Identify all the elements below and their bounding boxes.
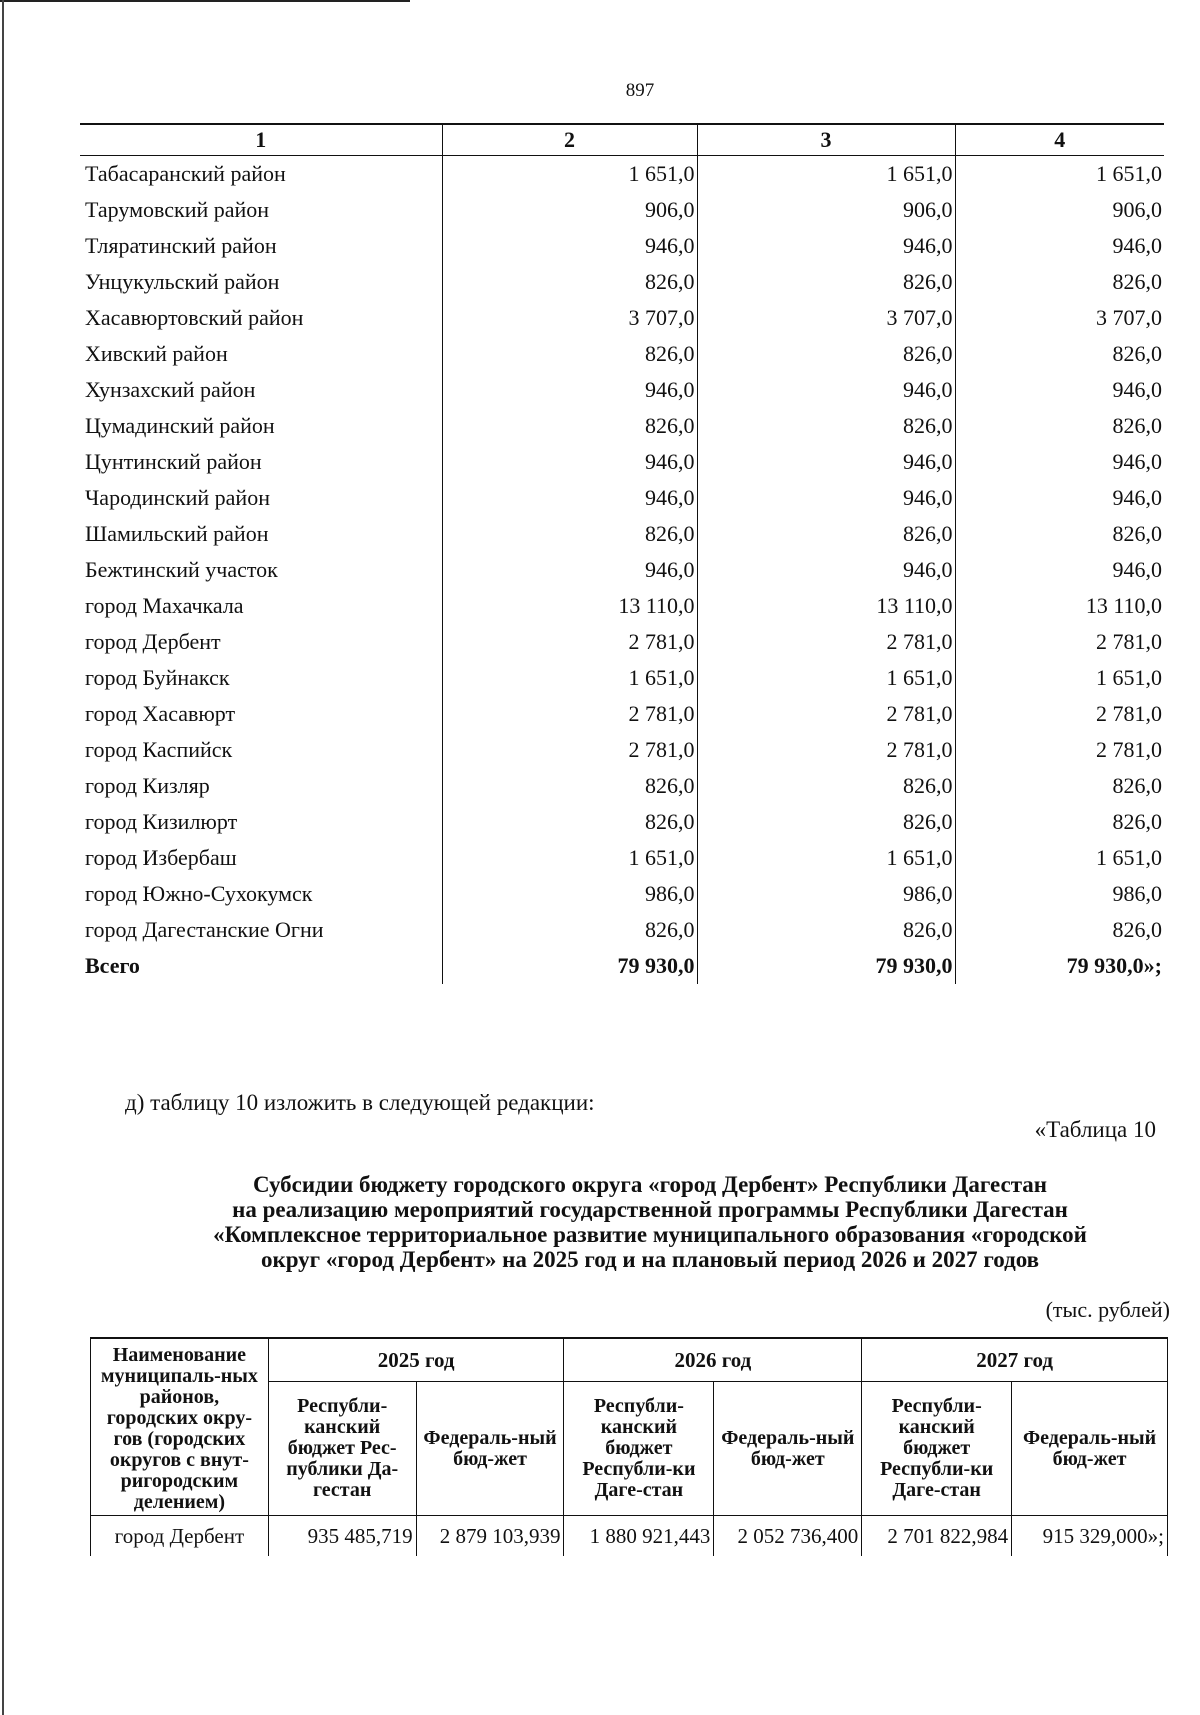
row-value: 826,0 [442, 516, 697, 552]
name-column-header: Наименование муниципаль-ных районов, городских окру-гов (городских округов с внут-ригородским делением) [91, 1338, 269, 1516]
row-value: 826,0 [955, 912, 1164, 948]
row-value: 935 485,719 [268, 1516, 416, 1557]
row-value: 946,0 [442, 228, 697, 264]
row-name: Всего [85, 953, 140, 978]
row-name: Тарумовский район [85, 197, 270, 222]
row-value: 826,0 [955, 804, 1164, 840]
row-value: 826,0 [697, 912, 955, 948]
row-value: 2 781,0 [955, 696, 1164, 732]
column-header: 1 [80, 124, 442, 156]
row-value: 906,0 [955, 192, 1164, 228]
table-row [80, 156, 1164, 193]
row-name: город Буйнакск [85, 665, 230, 690]
table-row [80, 876, 1164, 912]
row-value: 79 930,0 [697, 948, 955, 984]
row-value: 946,0 [697, 552, 955, 588]
row-value: 946,0 [697, 480, 955, 516]
row-value: 906,0 [697, 192, 955, 228]
row-name: город Махачкала [85, 593, 244, 618]
page-number: 897 [625, 80, 655, 101]
row-value: 2 052 736,400 [714, 1516, 862, 1557]
table-row [80, 912, 1164, 948]
row-value: 946,0 [442, 480, 697, 516]
row-value: 2 781,0 [442, 696, 697, 732]
row-name: Цумадинский район [85, 413, 275, 438]
row-name: город Дагестанские Огни [85, 917, 324, 942]
row-value: 1 651,0 [442, 156, 697, 193]
row-name: город Южно-Сухокумск [85, 881, 313, 906]
row-value: 2 781,0 [697, 732, 955, 768]
table-header-row [80, 124, 1164, 156]
table-row [80, 516, 1164, 552]
row-value: 3 707,0 [442, 300, 697, 336]
budget-header: Федераль-ный бюд-жет [714, 1382, 862, 1516]
row-value: 2 781,0 [697, 624, 955, 660]
table-row [80, 372, 1164, 408]
row-value: 2 879 103,939 [416, 1516, 564, 1557]
column-header: 3 [697, 124, 955, 156]
units-label: (тыс. рублей) [1045, 1297, 1170, 1322]
row-value: 1 651,0 [442, 660, 697, 696]
row-name: город Избербаш [85, 845, 237, 870]
row-value: 826,0 [697, 336, 955, 372]
row-value: 13 110,0 [442, 588, 697, 624]
row-name: Табасаранский район [85, 161, 286, 186]
row-value: 3 707,0 [697, 300, 955, 336]
title-line: Субсидии бюджету городского округа «город Дербент» Республики Дагестан [252, 1172, 1048, 1197]
row-name: город Дербент [91, 1516, 269, 1557]
table-row [80, 624, 1164, 660]
row-value: 826,0 [955, 516, 1164, 552]
row-value: 826,0 [697, 768, 955, 804]
row-value: 946,0 [955, 552, 1164, 588]
row-value: 826,0 [955, 408, 1164, 444]
row-value: 2 701 822,984 [862, 1516, 1012, 1557]
budget-header: Федераль-ный бюд-жет [416, 1382, 564, 1516]
table-row [80, 660, 1164, 696]
row-value: 946,0 [442, 372, 697, 408]
row-name: Бежтинский участок [85, 557, 278, 582]
row-value: 1 651,0 [442, 840, 697, 876]
subsidies-table-continued [80, 123, 1164, 984]
row-name: Шамильский район [85, 521, 269, 546]
table-row [80, 552, 1164, 588]
table-row [80, 732, 1164, 768]
table-row [80, 696, 1164, 732]
row-value: 826,0 [442, 408, 697, 444]
row-value: 1 651,0 [955, 156, 1164, 193]
year-header: 2025 год [268, 1338, 564, 1382]
row-value: 826,0 [442, 264, 697, 300]
row-value: 826,0 [955, 768, 1164, 804]
budget-header: Республи-канский бюджет Республи-ки Даге-стан [564, 1382, 714, 1516]
row-value: 1 651,0 [697, 156, 955, 193]
row-value: 915 329,000»; [1012, 1516, 1168, 1557]
row-value: 946,0 [697, 228, 955, 264]
row-value: 826,0 [442, 336, 697, 372]
row-value: 946,0 [697, 444, 955, 480]
row-value: 1 651,0 [697, 660, 955, 696]
budget-header: Федераль-ный бюд-жет [1012, 1382, 1168, 1516]
budget-header: Республи-канский бюджет Республи-ки Даге-стан [862, 1382, 1012, 1516]
row-value: 946,0 [697, 372, 955, 408]
row-value: 946,0 [955, 480, 1164, 516]
title-line: на реализацию мероприятий государственной программы Республики Дагестан [232, 1197, 1068, 1222]
row-value: 1 880 921,443 [564, 1516, 714, 1557]
total-row [80, 948, 1164, 984]
row-value: 826,0 [697, 516, 955, 552]
row-value: 2 781,0 [955, 624, 1164, 660]
year-header: 2026 год [564, 1338, 862, 1382]
row-value: 2 781,0 [955, 732, 1164, 768]
row-name: Унцукульский район [85, 269, 280, 294]
row-value: 2 781,0 [697, 696, 955, 732]
row-value: 826,0 [697, 408, 955, 444]
table-row [80, 480, 1164, 516]
title-line: округ «город Дербент» на 2025 год и на плановый период 2026 и 2027 годов [260, 1247, 1040, 1272]
row-name: Цунтинский район [85, 449, 262, 474]
year-header-row [91, 1338, 1168, 1382]
row-value: 946,0 [442, 552, 697, 588]
row-value: 906,0 [442, 192, 697, 228]
row-name: Тляратинский район [85, 233, 277, 258]
title-line: «Комплексное территориальное развитие муниципального образования «городской [213, 1222, 1087, 1247]
table-title [120, 1172, 1180, 1272]
row-value: 79 930,0»; [955, 948, 1164, 984]
table-row [80, 840, 1164, 876]
row-value: 946,0 [955, 372, 1164, 408]
table-row [80, 264, 1164, 300]
derbent-subsidy-table [90, 1337, 1168, 1556]
row-value: 986,0 [955, 876, 1164, 912]
table-row [80, 444, 1164, 480]
row-value: 826,0 [955, 264, 1164, 300]
table-row [80, 300, 1164, 336]
row-name: город Каспийск [85, 737, 233, 762]
row-value: 1 651,0 [955, 660, 1164, 696]
table-body [80, 156, 1164, 985]
table-row [80, 768, 1164, 804]
amendment-text: д) таблицу 10 изложить в следующей редакции: [125, 1090, 595, 1115]
row-name: город Кизилюрт [85, 809, 238, 834]
row-value: 2 781,0 [442, 732, 697, 768]
top-rule [0, 0, 410, 2]
row-value: 946,0 [442, 444, 697, 480]
year-header: 2027 год [862, 1338, 1168, 1382]
row-name: город Кизляр [85, 773, 210, 798]
table-row [91, 1516, 1168, 1557]
row-value: 946,0 [955, 228, 1164, 264]
table-row [80, 336, 1164, 372]
row-value: 986,0 [697, 876, 955, 912]
column-header: 4 [955, 124, 1164, 156]
row-value: 1 651,0 [955, 840, 1164, 876]
left-margin-rule [2, 0, 4, 1715]
row-value: 946,0 [955, 444, 1164, 480]
column-header: 2 [442, 124, 697, 156]
row-value: 826,0 [955, 336, 1164, 372]
budget-header: Республи-канский бюджет Рес-публики Да-гестан [268, 1382, 416, 1516]
table-row [80, 588, 1164, 624]
table-row [80, 804, 1164, 840]
table-row [80, 408, 1164, 444]
row-value: 826,0 [697, 264, 955, 300]
row-value: 826,0 [442, 768, 697, 804]
table-row [80, 192, 1164, 228]
row-name: город Хасавюрт [85, 701, 236, 726]
row-name: город Дербент [85, 629, 221, 654]
row-value: 79 930,0 [442, 948, 697, 984]
row-value: 13 110,0 [697, 588, 955, 624]
row-value: 826,0 [442, 804, 697, 840]
row-value: 826,0 [442, 912, 697, 948]
row-value: 1 651,0 [697, 840, 955, 876]
table-row [80, 228, 1164, 264]
row-value: 986,0 [442, 876, 697, 912]
row-name: Хасавюртовский район [85, 305, 304, 330]
row-name: Хивский район [85, 341, 228, 366]
row-value: 826,0 [697, 804, 955, 840]
row-name: Хунзахский район [85, 377, 256, 402]
row-value: 2 781,0 [442, 624, 697, 660]
table-label: «Таблица 10 [1034, 1117, 1156, 1142]
row-value: 3 707,0 [955, 300, 1164, 336]
row-name: Чародинский район [85, 485, 270, 510]
row-value: 13 110,0 [955, 588, 1164, 624]
